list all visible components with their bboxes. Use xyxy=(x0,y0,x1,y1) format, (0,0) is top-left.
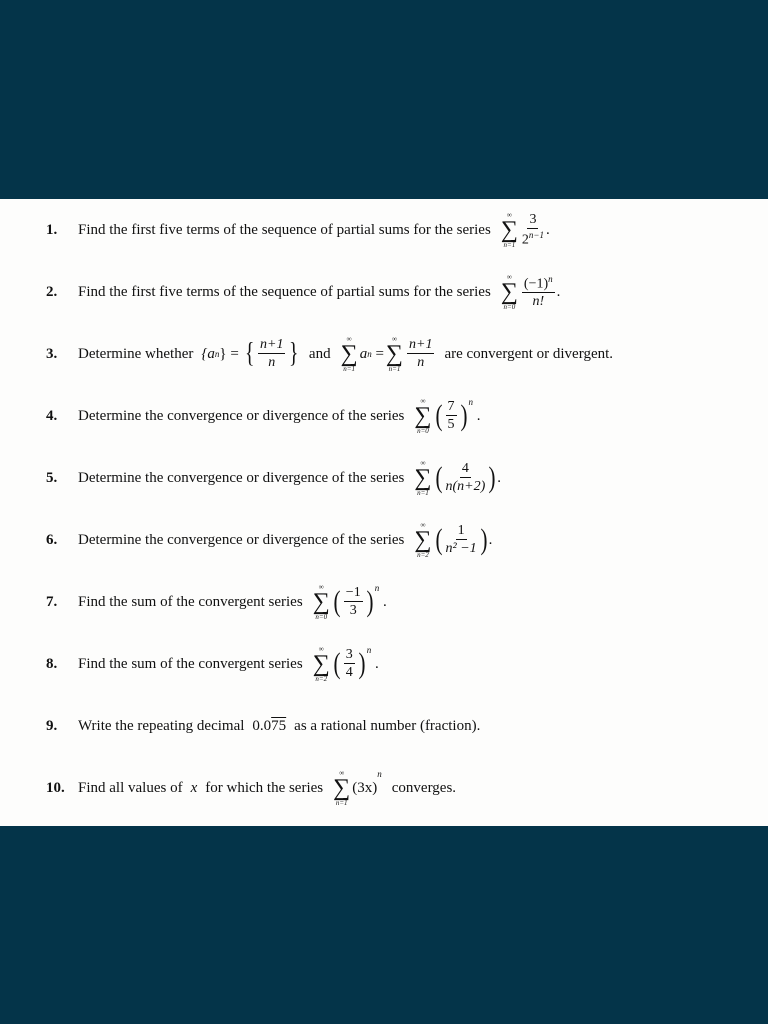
problem-number: 4. xyxy=(46,407,58,424)
series-expression: ∞ ∑ n=0 ( $\frac{-1}{3}$ ) $^n$ . xyxy=(312,583,387,621)
problem-4 xyxy=(0,385,760,447)
series-expression: ∞ ∑ n=1 ( $\frac{4}{n(n+2)}$ ) . xyxy=(414,459,502,497)
problem-number: 7. xyxy=(46,593,58,610)
problem-number: 8. xyxy=(46,655,58,672)
problem-number: 10. xyxy=(46,779,65,796)
variable-x: x xyxy=(190,779,198,796)
problem-number: 6. xyxy=(46,531,58,548)
problem-text: Find the first five terms of the sequence of partial sums for the series xyxy=(78,221,491,238)
sequence-expression: {a n } = { $\frac{n+1}{n}$ } xyxy=(201,337,299,370)
problem-text: Find the first five terms of the sequence of partial sums for the series xyxy=(78,283,491,300)
problem-text: Determine the convergence or divergence of the series xyxy=(78,469,405,486)
problem-text: Find the sum of the convergent series xyxy=(78,655,303,672)
problem-7 xyxy=(0,571,760,633)
problem-text: Write the repeating decimal xyxy=(78,717,245,734)
worksheet-page xyxy=(0,199,768,826)
problem-text: Find all values of xyxy=(78,779,183,796)
sigma-symbol: ∞ ∑ n=1 xyxy=(500,211,518,249)
problem-tail: converges. xyxy=(391,779,457,796)
problem-8 xyxy=(0,633,760,695)
series-expression: ∞ ∑ n=1 $\frac{3}{2^{n-1}}$ . xyxy=(500,211,550,249)
problem-5 xyxy=(0,447,760,509)
problem-number: 5. xyxy=(46,469,58,486)
problem-10 xyxy=(0,757,760,819)
fraction: $\frac{(-1)^n}{n!}$ xyxy=(523,273,553,310)
series-expression: ∞ ∑ n=1 (3x) n xyxy=(333,769,382,807)
series-expression: ∞ ∑ n=2 ( $\frac{1}{\text{n² −1}}$ ) . xyxy=(414,521,493,559)
problem-number: 2. xyxy=(46,283,58,300)
series-expression: ∞ ∑ n=2 ( $\frac{3}{4}$ ) $^n$ . xyxy=(312,645,379,683)
problem-tail: as a rational number (fraction). xyxy=(294,717,481,734)
series-expression: ∞ ∑ n=1 a n = ∞ ∑ n=1 $\frac{n+1}{n}$ xyxy=(340,335,433,373)
problem-text: Determine the convergence or divergence of the series xyxy=(78,407,405,424)
problem-text: Determine the convergence or divergence of the series xyxy=(78,531,405,548)
problem-number: 9. xyxy=(46,717,58,734)
sigma-symbol: ∞ ∑ n=0 xyxy=(500,273,518,311)
problem-6 xyxy=(0,509,760,571)
fraction: $\frac{3}{2^{n-1}}$ xyxy=(521,211,544,248)
and-word: and xyxy=(308,345,331,362)
problem-1 xyxy=(0,199,760,261)
problem-9 xyxy=(0,695,760,757)
series-expression: ∞ ∑ n=0 ( $\frac{7}{5}$ ) $^n$ . xyxy=(414,397,481,435)
repeating-decimal: 0.0 75 xyxy=(252,717,287,734)
problem-number: 1. xyxy=(46,221,58,238)
problem-text: Determine whether xyxy=(78,345,194,362)
problem-number: 3. xyxy=(46,345,58,362)
problem-2 xyxy=(0,261,760,323)
problem-text-b: for which the series xyxy=(205,779,324,796)
problem-text: Find the sum of the convergent series xyxy=(78,593,303,610)
series-expression: ∞ ∑ n=0 $\frac{(-1)^n}{n!}$ . xyxy=(500,273,561,311)
problem-3 xyxy=(0,323,760,385)
problem-tail: are convergent or divergent. xyxy=(444,345,614,362)
